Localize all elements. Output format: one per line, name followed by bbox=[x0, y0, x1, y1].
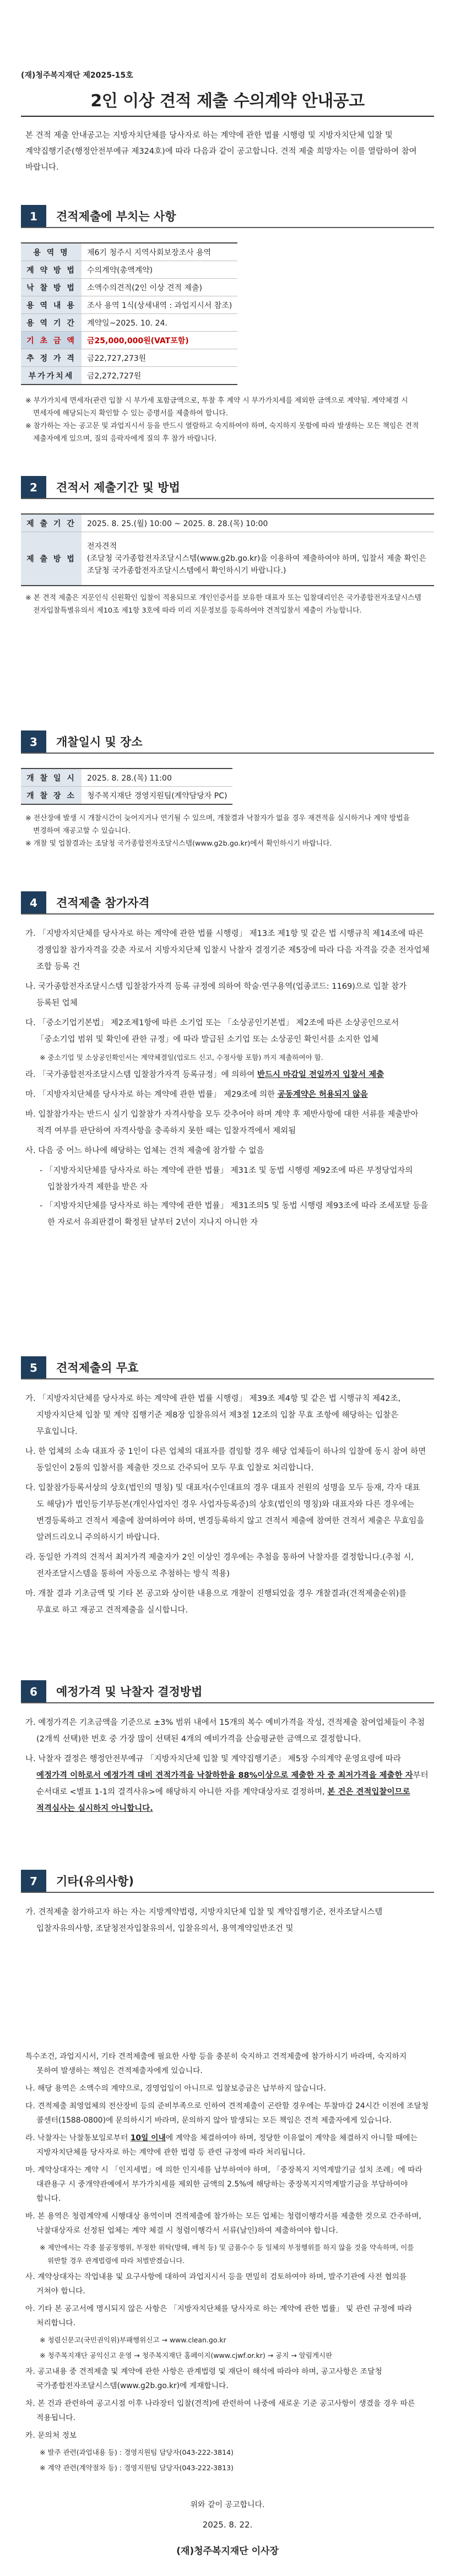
section-title: 견적제출의 무효 bbox=[56, 1361, 139, 1374]
section-divider bbox=[21, 498, 434, 499]
table-row bbox=[21, 532, 434, 586]
section-number: 1 bbox=[21, 205, 46, 228]
row-label: 개 찰 일 시 bbox=[21, 769, 82, 787]
clause: 다. 입찰참가등록서상의 상호(법인의 명칭) 및 대표자(수인대표의 경우 대표자 전원의 성명을 모두 등재, 각자 대표 도 해당)가 법인등기부등본(개인사업자인 경우 사업자등록증)의 상호(법인의 명칭)와 대표자와 다른 경우에는 변경등록하고 견적서 제출에 참여하여야 하며, 변경등록하지 않고 견적서 제출에 참여한 견적서 제출은 무효임을 알려드리오니 주의하시기 바랍니다. bbox=[25, 1484, 425, 1542]
clause: 바. 본 용역은 청렴계약제 시행대상 용역이며 견적제출에 참가하는 모든 업체는 청렴이행각서를 제출한 것으로 간주하며, 낙찰대상자로 선정된 업체는 계약 체결 시 청렴이행각서 서류(날인)하여 제출하여야 합니다. bbox=[25, 2212, 421, 2235]
row-label: 기 초 금 액 bbox=[21, 332, 82, 349]
table-row bbox=[21, 787, 232, 805]
clause: 나. 해당 용역은 소액수의 계약으로, 경영업일이 아니므로 입찰보증금은 납부하지 않습니다. bbox=[25, 2084, 326, 2093]
section-number: 6 bbox=[21, 1680, 46, 1703]
clause: 사. 다음 중 어느 하나에 해당하는 업체는 견적 제출에 참가할 수 없음 bbox=[25, 1146, 264, 1155]
sub-clause: - 「지방자치단체를 당사자로 하는 계약에 관한 법률」 제31조 및 동법 시행령 제92조에 따른 부정당업자의 입찰참가자격 제한을 받은 자 bbox=[40, 1166, 413, 1192]
note: ※ 전산장애 발생 시 개찰시간이 늦어지거나 연기될 수 있으며, 개찰결과 낙찰자가 없을 경우 재견적을 실시하거나 계약 방법을 변경하여 재공고할 수 있습니다. bbox=[25, 814, 410, 835]
clause-emphasis: 예정가격 이하로서 예정가격 대비 견적가격을 낙찰하한율 88%이상으로 제출한 자 중 최저가격을 제출한 자 bbox=[36, 1771, 413, 1780]
submission-table bbox=[21, 513, 434, 586]
clause-emphasis: 반드시 마감일 전일까지 입찰서 제출 bbox=[257, 1070, 384, 1079]
clause: 아. 기타 본 공고서에 명시되지 않은 사항은 「지방자치단체를 당사자로 하는 계약에 관한 법률」 및 관련 규정에 따라 처리합니다. bbox=[25, 2304, 412, 2328]
row-value: 계약일~2025. 10. 24. bbox=[82, 314, 237, 332]
row-label: 용 역 기 간 bbox=[21, 314, 82, 332]
section-divider bbox=[21, 1702, 434, 1703]
row-value: 2025. 8. 25.(월) 10:00 ~ 2025. 8. 28.(목) 10:00 bbox=[82, 514, 434, 532]
row-value: 제6기 청주시 지역사회보장조사 용역 bbox=[82, 243, 237, 261]
table-row bbox=[21, 314, 237, 332]
section-number: 2 bbox=[21, 476, 46, 499]
section-1-header bbox=[21, 205, 434, 228]
section-number: 3 bbox=[21, 730, 46, 754]
table-row bbox=[21, 514, 434, 532]
document-number: (재)청주복지재단 제2025-15호 bbox=[21, 71, 133, 80]
table-row-highlight bbox=[21, 332, 237, 349]
clause: 다. 「중소기업기본법」 제2조제1항에 따른 소기업 또는 「소상공인기본법」 제2조에 따른 소상공인으로서 「중소기업 범위 및 확인에 관한 규정」에 따라 발급된 소기업 또는 소상공인 확인서를 소지한 업체 bbox=[25, 1019, 399, 1044]
section-number: 7 bbox=[21, 1870, 46, 1893]
row-label: 개 찰 장 소 bbox=[21, 787, 82, 805]
title-divider bbox=[21, 116, 434, 117]
intro-paragraph: 본 견적 제출 안내공고는 지방자치단체를 당사자로 하는 계약에 관한 법률 시행령 및 지방자치단체 입찰 및 계약집행기준(행정안전부예규 제324호)에 따라 다음과 같이 공고합니다. 견적 제출 희망자는 이를 열람하여 참여 바랍니다. bbox=[25, 131, 417, 172]
section-divider bbox=[21, 753, 434, 754]
clause bbox=[25, 1751, 430, 1817]
section-3-header bbox=[21, 730, 434, 754]
clause: 마. 계약상대자는 계약 시 「인지세법」에 의한 인지세를 납부하여야 하며, 「중장복지 지역계발기금 설치 조례」에 따라 대관용구 시 중개약관예에서 부가가치세를 제외한 금액의 2.5%에 해당하는 중장복지지역계발기금을 부담하여야 합니다. bbox=[25, 2166, 422, 2203]
clause-text: 부터 순서대로 <별표 1-1의 결격사유>에 해당하지 아니한 자를 계약대상자로 결정하며, bbox=[36, 1771, 429, 1796]
note: ※ 참가하는 자는 공고문 및 과업지시서 등을 반드시 열람하고 숙지하여야 하며, 숙지하지 못함에 따라 발생하는 모든 책임은 견적 제출자에게 있으며, 질의 응락자에게 질의 후 참가 바랍니다. bbox=[25, 422, 419, 443]
clause-text: 에 계약을 체결하여야 하며, 정당한 이유없이 계약을 체결하지 아니할 때에는 지방자치단체를 당사자로 하는 계약에 관한 법령 등 관련 규정에 따라 처리됩니다. bbox=[36, 2134, 418, 2157]
table-row bbox=[21, 296, 237, 314]
section-divider bbox=[21, 1378, 434, 1379]
section-divider bbox=[21, 227, 434, 228]
row-value: 수의계약(총액계약) bbox=[82, 261, 237, 279]
clause: 가. 「지방자치단체를 당사자로 하는 계약에 관한 법률 시행령」 제13조 제1항 및 같은 법 시행규칙 제14조에 따른 경쟁입찰 참가자격을 갖춘 자로서 지방자치단체 입찰시 낙찰자 결정기준 제5장에 따라 다음 자격을 갖춘 전자업체 조합 등록 건 bbox=[25, 929, 430, 971]
clause bbox=[25, 2131, 430, 2160]
clause: 자. 공고내용 중 견적제출 및 계약에 관한 사항은 관계법령 및 재단이 해석에 따라야 하며, 공고사항은 조달청 국가종합전자조달시스템(www.g2b.go.kr)에 게재합니다. bbox=[25, 2367, 382, 2390]
clause bbox=[25, 1067, 430, 1083]
note: ※ 본 견적 제출은 지문인식 신원확인 입찰이 적용되므로 개인인증서를 보유한 대표자 또는 입찰대리인은 국가종합전자조달시스템 전자입찰특별유의서 제10조 제1항 3호에 따라 미리 지문정보를 등록하여야 견적입찰서 제출이 가능합니다. bbox=[25, 594, 421, 615]
table-row bbox=[21, 367, 237, 385]
section-title: 견적제출 참가자격 bbox=[56, 896, 150, 910]
section-7-header bbox=[21, 1870, 434, 1893]
clause-emphasis: 본 건은 견적입찰이므로 적격심사는 실시하지 아니합니다. bbox=[36, 1788, 410, 1813]
row-label: 계 약 방 법 bbox=[21, 261, 82, 279]
section-divider bbox=[21, 1892, 434, 1893]
method-line: 전자견적 bbox=[87, 542, 117, 551]
closing-statement: 위와 같이 공고합니다. bbox=[190, 2501, 265, 2509]
opening-table bbox=[21, 768, 232, 805]
clause: 가. 예정가격은 기초금액을 기준으로 ±3% 범위 내에서 15개의 복수 예비가격을 작성, 견적제출 참여업체들이 추첨(2개씩 선택)한 번호 중 가장 많이 선택된 4개의 예비가격을 산술평균한 금액으로 결정합니다. bbox=[25, 1718, 425, 1744]
section-4-header bbox=[21, 891, 434, 914]
section-title: 개찰일시 및 장소 bbox=[56, 735, 143, 749]
table-row bbox=[21, 243, 237, 261]
row-label: 용 역 명 bbox=[21, 243, 82, 261]
closing-date: 2025. 8. 22. bbox=[202, 2520, 253, 2530]
clause-emphasis: 공동계약은 허용되지 않음 bbox=[277, 1090, 368, 1099]
row-value: 금25,000,000원(VAT포함) bbox=[82, 332, 237, 349]
clause: 바. 입찰참가자는 반드시 실기 입찰참가 자격사항을 모두 갖추어야 하며 계약 후 제반사항에 대한 서류를 제출받아 적격 여부를 판단하여 자격사항을 충족하지 못한 때는 입찰자격에서 제외됨 bbox=[25, 1110, 419, 1135]
row-value: 청주복지재단 경영지원팀(계약담당자 PC) bbox=[82, 787, 232, 805]
section-6-body bbox=[25, 1714, 430, 1820]
row-value: 금22,727,273원 bbox=[82, 349, 237, 367]
row-value: 금2,272,727원 bbox=[82, 367, 237, 385]
clause: 가. 견적제출 참가하고자 하는 자는 지방계약법령, 지방자치단체 입찰 및 계약집행기준, 전자조달시스템 입찰자유의사항, 조달청전자입찰유의서, 입찰유의서, 용역계약일반조건 및 bbox=[25, 1908, 383, 1933]
sub-clause: - 「지방자치단체를 당사자로 하는 계약에 관한 법률」 제31조의5 및 동법 시행령 제93조에 따라 조세포탈 등을 한 자로서 유죄판결이 확정된 날부터 2년이 지나지 아니한 자 bbox=[40, 1202, 429, 1227]
contract-info-table bbox=[21, 242, 237, 385]
note: ※ 개찰 및 업찰결과는 조달청 국가종합전자조달시스템(www.g2b.go.kr)에서 확인하시기 바랍니다. bbox=[25, 840, 332, 848]
clause: 다. 견적제출 최영업체의 전산장비 등의 준비부족으로 인하여 견적제출이 곤란할 경우에는 투찰마감 24시간 이전에 조달청 콜센터(1588-0800)에 문의하시기 바라며, 문의하지 않아 발생되는 모든 책임은 견적 제출자에게 있습니다. bbox=[25, 2102, 429, 2125]
section-divider bbox=[21, 913, 434, 914]
section-7-body-a bbox=[25, 1904, 430, 1940]
clause: 카. 문의처 정보 bbox=[25, 2431, 77, 2440]
row-value: 조사 용역 1식(상세내역 : 과업지시서 참조) bbox=[82, 296, 237, 314]
clause-emphasis: 10일 이내 bbox=[130, 2134, 166, 2142]
row-label: 추 정 가 격 bbox=[21, 349, 82, 367]
clause-text: 나. 낙찰자 결정은 행정안전부예규 「지방자치단체 입찰 및 계약집행기준」 제5장 수의계약 운영요령에 따라 bbox=[25, 1755, 401, 1763]
section-number: 5 bbox=[21, 1356, 46, 1379]
table-row bbox=[21, 349, 237, 367]
table-row bbox=[21, 279, 237, 296]
section-5-body bbox=[25, 1390, 430, 1622]
section-title: 견적제출에 부치는 사항 bbox=[56, 210, 176, 223]
section-4-body bbox=[25, 926, 430, 1233]
clause-note: ※ 제안에서는 각종 불공정행위, 부정한 위탁(방해, 배척 등) 및 금품수수 등 일체의 부정행위를 하지 않을 것을 약속하며, 이를 위반할 경우 관계법령에 따라 처벌받겠습니다. bbox=[40, 2243, 414, 2265]
section-title: 예정가격 및 낙찰자 결정방법 bbox=[56, 1685, 203, 1698]
method-line: (조달청 국가종합전자조달시스템(www.g2b.go.kr)을 이용하여 제출하여야 하며, 입찰서 제출 확인은 조달청 국가종합전자조달시스템에서 확인하시기 바랍니다.) bbox=[87, 554, 426, 575]
section-3-notes bbox=[25, 812, 430, 850]
contact-line: ※ 발주 관련(과업내용 등) : 경영지원팀 담당자(043-222-3814) bbox=[40, 2448, 234, 2456]
clause: 나. 국가종합전자조달시스템 입찰참가자격 등록 규정에 의하여 학술·연구용역(업종코드: 1169)으로 입찰 참가 등록된 업체 bbox=[25, 982, 407, 1008]
clause-text: 마. 「지방자치단체를 당사자로 하는 계약에 관한 법률」 제29조에 의한 bbox=[25, 1090, 278, 1099]
row-value: 2025. 8. 28.(목) 11:00 bbox=[82, 769, 232, 787]
row-label: 낙 찰 방 법 bbox=[21, 279, 82, 296]
section-5-header bbox=[21, 1356, 434, 1379]
row-value: 소액수의견적(2인 이상 견적 제출) bbox=[82, 279, 237, 296]
clause: 마. 개찰 결과 기초금액 및 기타 본 공고와 상이한 내용으로 개찰이 진행되었을 경우 개찰결과(견적제출순위)를 무효로 하고 재공고 견적제출을 실시합니다. bbox=[25, 1589, 407, 1615]
table-row bbox=[21, 261, 237, 279]
signer-name: (재)청주복지재단 이사장 bbox=[176, 2546, 279, 2557]
section-title: 기타(유의사항) bbox=[56, 1875, 134, 1888]
section-1-notes bbox=[25, 394, 430, 445]
table-row bbox=[21, 769, 232, 787]
row-label: 부가가치세 bbox=[21, 367, 82, 385]
clause: 특수조건, 과업지시서, 기타 견적제출에 필요한 사항 등을 충분히 숙지하고 견적제출에 참가하시기 바라며, 숙지하지 못하여 발생하는 책임은 견적제출자에게 있습니다. bbox=[25, 2052, 407, 2075]
row-label: 제 출 방 법 bbox=[21, 532, 82, 586]
clause-text: 라. 낙찰자는 낙찰통보일로부터 bbox=[25, 2134, 131, 2142]
section-title: 견적서 제출기간 및 방법 bbox=[56, 481, 180, 494]
section-number: 4 bbox=[21, 891, 46, 914]
clause: 라. 동일한 가격의 견적서 최저가격 제출자가 2인 이상인 경우에는 추첨을 통하여 낙찰자를 결정합니다.(추첨 시, 전자조달시스템을 통하여 자동으로 추첨하는 방식 적용) bbox=[25, 1553, 414, 1578]
note: ※ 부가가치세 면세자(관련 입찰 시 부가세 포함금액으로, 투찰 후 계약 시 부가가치세를 제외한 금액으로 계약됨. 계약체결 시 면세자에 해당되는지 확인할 수 있는 증명서를 제출하여 합니다. bbox=[25, 397, 408, 418]
row-label: 제 출 기 간 bbox=[21, 514, 82, 532]
clause-note: ※ 청렴신문고(국민권익위)부패행위신고 → www.clean.go.kr bbox=[40, 2336, 226, 2344]
row-value bbox=[82, 532, 434, 586]
contact-line: ※ 계약 관련(계약절차 등) : 경영지원팀 담당자(043-222-3813) bbox=[40, 2464, 234, 2472]
section-2-header bbox=[21, 476, 434, 499]
clause: 가. 「지방자치단체를 당사자로 하는 계약에 관한 법률 시행령」 제39조 제4항 및 같은 법 시행규칙 제42조, 지방자치단체 입찰 및 계약 집행기준 제8장 입찰유의서 제3절 12조의 입찰 무효 조항에 해당하는 입찰은 무효입니다. bbox=[25, 1394, 401, 1436]
clause-note: ※ 중소기업 및 소상공인확인서는 계약체결일(업로드 신고, 수정사항 포함) 까지 제출하여야 함. bbox=[40, 1053, 323, 1062]
clause-text: 라. 「국가종합전자조달시스템 입찰참가자격 등록규정」에 의하여 bbox=[25, 1070, 257, 1079]
clause: 사. 계약상대자는 작업내용 및 요구사항에 대하여 과업지시서 등을 면밀히 검토하여야 하며, 발주기관에 사전 협의를 거쳐야 합니다. bbox=[25, 2272, 407, 2296]
clause bbox=[25, 1086, 430, 1103]
section-2-notes bbox=[25, 592, 430, 617]
clause: 차. 본 건과 관련하여 공고시점 이후 나라장터 입찰(견적)에 관련하여 나중에 새로운 기준 공고사항이 생겼을 경우 따른 적용됩니다. bbox=[25, 2399, 415, 2422]
page-title: 2인 이상 견적 제출 수의계약 안내공고 bbox=[90, 91, 365, 111]
clause: 나. 한 업체의 소속 대표자 중 1인이 다른 업체의 대표자를 겸임할 경우 해당 업체들이 하나의 입찰에 동시 참여 하면 동일인이 2통의 입찰서를 제출한 것으로 간주되어 모두 무효 입찰로 처리합니다. bbox=[25, 1447, 426, 1473]
clause-note: ※ 청주복지재단 공익신고 운영 → 청주복지재단 홈페이지(www.cjwf.or.kr) → 공지 → 알림게시판 bbox=[40, 2351, 333, 2359]
section-7-body-b bbox=[25, 2049, 430, 2477]
section-6-header bbox=[21, 1680, 434, 1703]
row-label: 용 역 내 용 bbox=[21, 296, 82, 314]
